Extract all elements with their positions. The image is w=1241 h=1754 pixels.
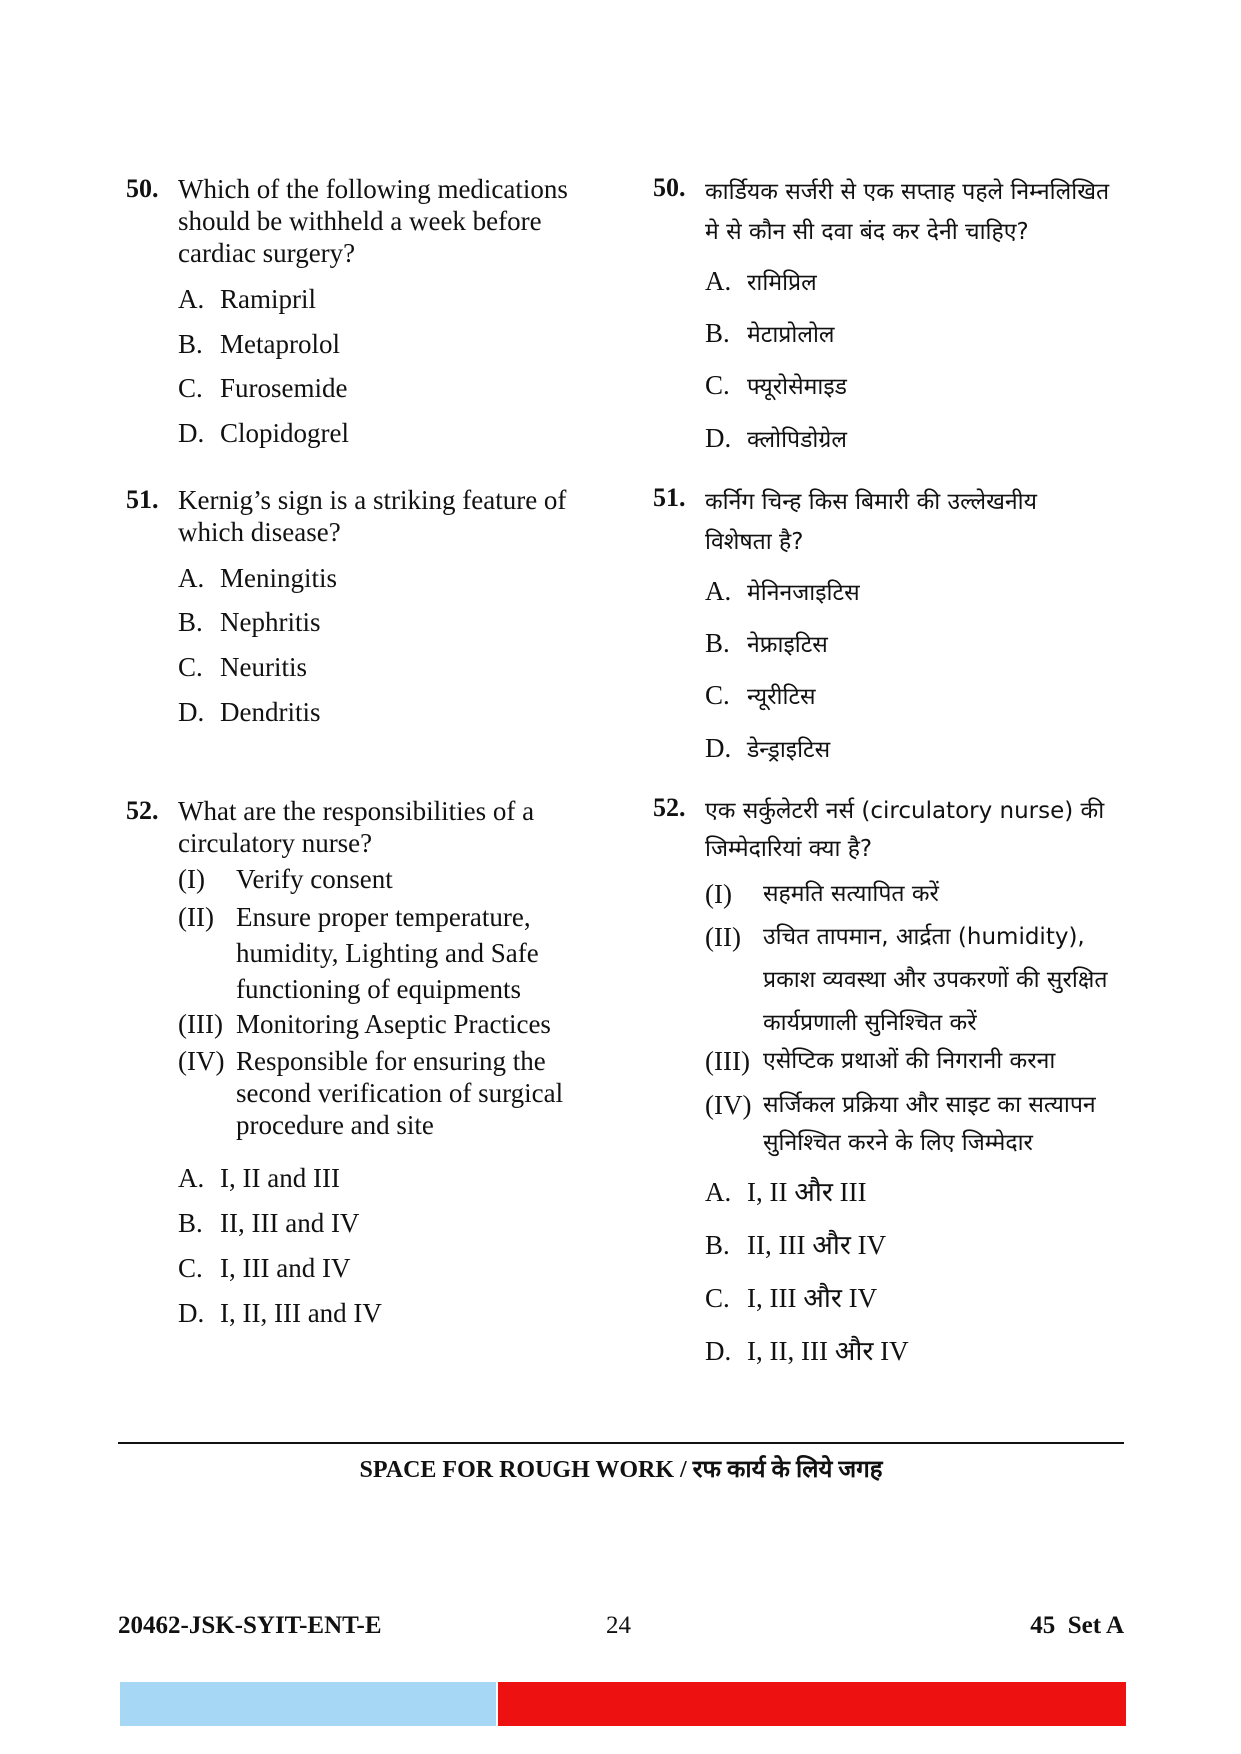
option-c bbox=[178, 372, 348, 404]
option-letter: A. bbox=[178, 1163, 205, 1193]
option-text: I, II और III bbox=[747, 1177, 867, 1207]
set-label: 45 Set A bbox=[1030, 1612, 1124, 1639]
option-text: Metaprolol bbox=[220, 329, 340, 359]
option-letter: B. bbox=[178, 607, 203, 637]
option-text: Nephritis bbox=[220, 607, 321, 637]
option-a bbox=[178, 283, 316, 315]
option-text: I, II and III bbox=[220, 1163, 340, 1193]
question-number: 51. bbox=[126, 485, 159, 514]
option-letter: A. bbox=[705, 1177, 732, 1207]
option-text: I, II, III and IV bbox=[220, 1298, 382, 1328]
footer-code: 20462-JSK-SYIT-ENT-E bbox=[118, 1612, 382, 1639]
option-text: Furosemide bbox=[220, 373, 348, 403]
option-text: नेफ्राइटिस bbox=[747, 632, 828, 658]
option-a bbox=[178, 1162, 340, 1194]
option-text: क्लोपिडोग्रेल bbox=[747, 427, 847, 453]
statement-roman: (II) bbox=[705, 922, 741, 952]
option-letter: A. bbox=[705, 266, 732, 296]
question-number: 50. bbox=[653, 173, 686, 202]
statement-text: Responsible for ensuring the second verification of surgical procedure and site bbox=[236, 1046, 564, 1140]
option-letter: B. bbox=[705, 318, 730, 348]
option-d bbox=[178, 417, 349, 449]
option-d bbox=[178, 696, 321, 728]
option-text: डेन्ड्राइटिस bbox=[747, 737, 831, 763]
option-text: I, II, III और IV bbox=[747, 1336, 909, 1366]
question-number: 52. bbox=[653, 793, 686, 822]
option-a bbox=[705, 265, 817, 299]
option-letter: A. bbox=[705, 576, 732, 606]
option-letter: B. bbox=[705, 1230, 730, 1260]
option-c bbox=[705, 369, 847, 403]
option-letter: C. bbox=[705, 370, 730, 400]
statement-text: उचित तापमान, आर्द्रता (humidity), प्रकाश व्यवस्था और उपकरणों की सुरक्षित कार्यप्रणाली सुनिश्चित करें bbox=[763, 924, 1108, 1036]
option-letter: A. bbox=[178, 563, 205, 593]
option-text: I, III and IV bbox=[220, 1253, 351, 1283]
statement-roman: (II) bbox=[178, 902, 214, 932]
option-c bbox=[178, 1252, 350, 1284]
statement-roman: (III) bbox=[705, 1046, 750, 1076]
footer-bar-red bbox=[498, 1682, 1126, 1726]
question-number: 50. bbox=[126, 174, 159, 203]
option-text: Ramipril bbox=[220, 284, 316, 314]
option-letter: A. bbox=[178, 284, 205, 314]
statement-text: एसेप्टिक प्रथाओं की निगरानी करना bbox=[763, 1048, 1056, 1074]
question-text: Kernig’s sign is a striking feature of which disease? bbox=[178, 485, 567, 547]
statement-text: सर्जिकल प्रक्रिया और साइट का सत्यापन सुनिश्चित करने के लिए जिम्मेदार bbox=[763, 1092, 1096, 1156]
option-letter: B. bbox=[178, 1208, 203, 1238]
rough-work-divider bbox=[118, 1442, 1124, 1444]
option-text: Dendritis bbox=[220, 697, 321, 727]
option-letter: D. bbox=[178, 697, 205, 727]
question-number: 51. bbox=[653, 483, 686, 512]
option-text: मेनिनजाइटिस bbox=[747, 580, 860, 606]
option-letter: C. bbox=[705, 1283, 730, 1313]
option-text: न्यूरीटिस bbox=[747, 684, 816, 710]
option-d bbox=[705, 422, 847, 456]
option-c bbox=[178, 651, 307, 683]
option-text: II, III और IV bbox=[747, 1230, 887, 1260]
question-text: एक सर्कुलेटरी नर्स (circulatory nurse) की जिम्मेदारियां क्या है? bbox=[705, 798, 1105, 862]
option-letter: D. bbox=[705, 733, 732, 763]
statement-roman: (I) bbox=[178, 864, 205, 894]
statement-text: सहमति सत्यापित करें bbox=[763, 881, 939, 907]
option-text: Neuritis bbox=[220, 652, 307, 682]
question-text: कार्डियक सर्जरी से एक सप्ताह पहले निम्नलिखित मे से कौन सी दवा बंद कर देनी चाहिए? bbox=[705, 179, 1110, 245]
option-letter: C. bbox=[178, 373, 203, 403]
statement-text: Monitoring Aseptic Practices bbox=[236, 1009, 551, 1039]
option-a bbox=[705, 575, 860, 609]
option-b bbox=[705, 1229, 886, 1261]
option-b bbox=[705, 627, 828, 661]
statement-roman: (IV) bbox=[178, 1046, 225, 1076]
statement-text: Verify consent bbox=[236, 864, 393, 894]
option-letter: D. bbox=[705, 423, 732, 453]
option-b bbox=[178, 328, 340, 360]
rough-work-label: SPACE FOR ROUGH WORK / रफ कार्य के लिये जगह bbox=[359, 1457, 883, 1483]
option-letter: C. bbox=[178, 1253, 203, 1283]
option-d bbox=[178, 1297, 382, 1329]
option-d bbox=[705, 732, 830, 766]
option-a bbox=[705, 1176, 867, 1208]
statement-text: Ensure proper temperature, humidity, Lighting and Safe functioning of equipments bbox=[236, 902, 539, 1004]
option-text: मेटाप्रोलोल bbox=[747, 322, 835, 348]
option-b bbox=[178, 1207, 359, 1239]
option-letter: D. bbox=[705, 1336, 732, 1366]
option-a bbox=[178, 562, 337, 594]
question-text: कर्निग चिन्ह किस बिमारी की उल्लेखनीय विशेषता है? bbox=[705, 489, 1037, 555]
option-c bbox=[705, 679, 816, 713]
option-letter: C. bbox=[705, 680, 730, 710]
question-text: Which of the following medications should be withheld a week before cardiac surgery? bbox=[178, 174, 568, 268]
question-text: What are the responsibilities of a circulatory nurse? bbox=[178, 796, 535, 858]
page-number: 24 bbox=[606, 1612, 631, 1639]
option-text: Meningitis bbox=[220, 563, 338, 593]
option-letter: D. bbox=[178, 1298, 205, 1328]
option-letter: D. bbox=[178, 418, 205, 448]
option-text: I, III और IV bbox=[747, 1283, 878, 1313]
statement-roman: (IV) bbox=[705, 1090, 752, 1120]
option-text: Clopidogrel bbox=[220, 418, 349, 448]
question-number: 52. bbox=[126, 796, 159, 825]
option-b bbox=[178, 606, 321, 638]
statement-roman: (III) bbox=[178, 1009, 223, 1039]
footer-bar-blue bbox=[120, 1682, 496, 1726]
option-text: फ्यूरोसेमाइड bbox=[747, 374, 847, 400]
option-letter: C. bbox=[178, 652, 203, 682]
statement-roman: (I) bbox=[705, 879, 732, 909]
option-b bbox=[705, 317, 835, 351]
option-text: रामिप्रिल bbox=[747, 270, 817, 296]
option-d bbox=[705, 1335, 909, 1367]
option-text: II, III and IV bbox=[220, 1208, 360, 1238]
option-letter: B. bbox=[178, 329, 203, 359]
option-letter: B. bbox=[705, 628, 730, 658]
option-c bbox=[705, 1282, 877, 1314]
